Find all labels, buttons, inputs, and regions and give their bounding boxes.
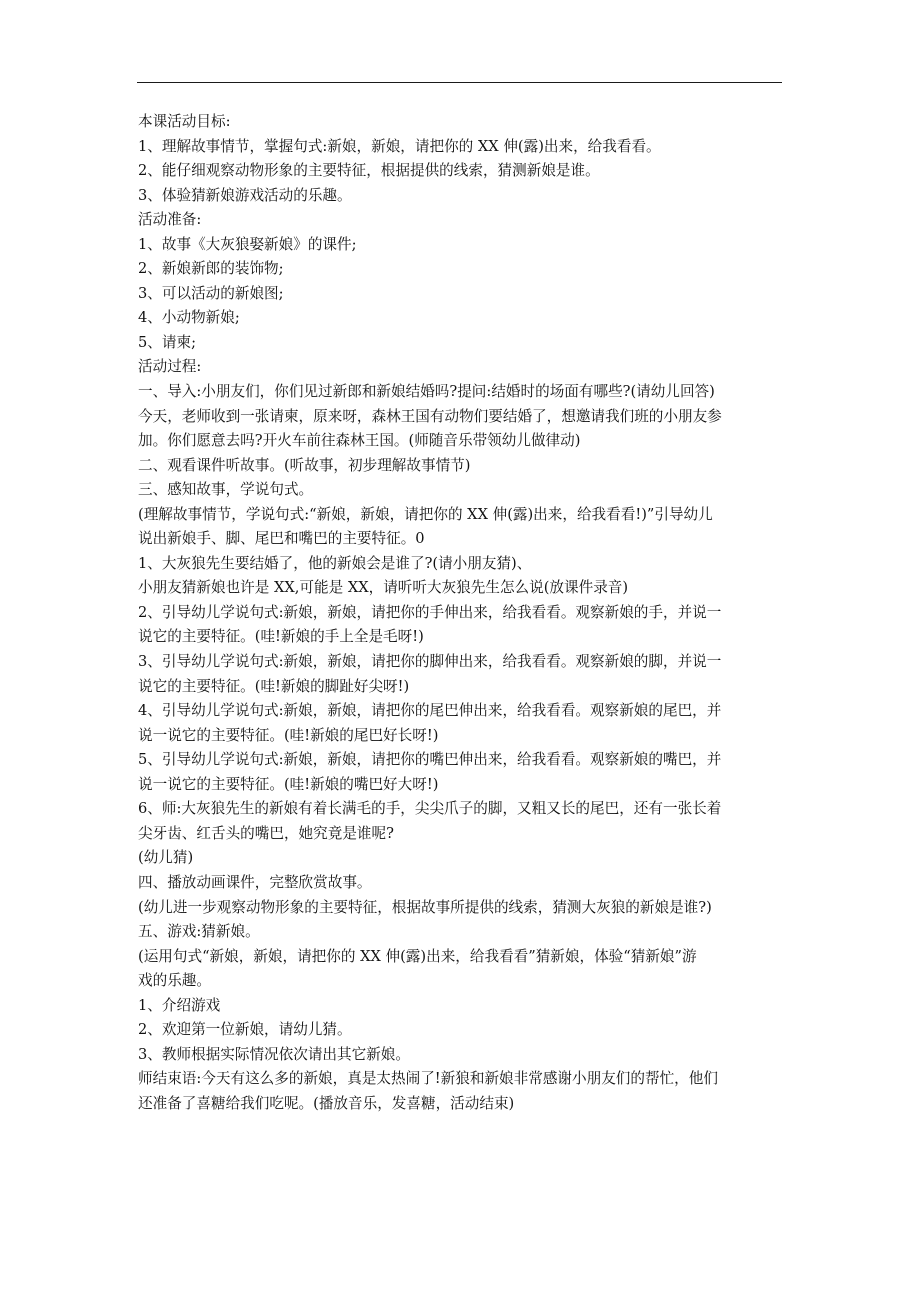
text-line: 1、故事《大灰狼娶新娘》的课件; [138, 235, 357, 253]
text-line: 说一说它的主要特征。(哇!新娘的尾巴好长呀!) [138, 726, 439, 744]
text-line: 2、新娘新郎的装饰物; [138, 260, 284, 278]
text-line: 一、导入:小朋友们，你们见过新郎和新娘结婚吗?提问:结婚时的场面有哪些?(请幼儿回答) [138, 383, 715, 401]
text-line: 小朋友猜新娘也许是 XX,可能是 XX，请听听大灰狼先生怎么说(放课件录音) [138, 579, 629, 597]
text-line: 四、播放动画课件，完整欣赏故事。 [138, 873, 372, 891]
text-line: 活动准备: [138, 211, 202, 229]
text-line: 尖牙齿、红舌头的嘴巴，她究竟是谁呢? [138, 824, 394, 842]
text-line: 1、理解故事情节，掌握句式:新娘，新娘，请把你的 XX 伸(露)出来，给我看看。 [138, 137, 661, 155]
text-line: 3、体验猜新娘游戏活动的乐趣。 [138, 186, 352, 204]
text-line: (幼儿猜) [138, 849, 194, 867]
text-line: 3、引导幼儿学说句式:新娘，新娘，请把你的脚伸出来，给我看看。观察新娘的脚，并说一 [138, 653, 722, 671]
text-line: 1、大灰狼先生要结婚了，他的新娘会是谁了?(请小朋友猜)、 [138, 554, 532, 572]
text-line: 加。你们愿意去吗?开火车前往森林王国。(师随音乐带领幼儿做律动) [138, 432, 581, 450]
text-line: 5、引导幼儿学说句式:新娘，新娘，请把你的嘴巴伸出来，给我看看。观察新娘的嘴巴，并 [138, 751, 722, 769]
lesson-plan-body [138, 110, 788, 1116]
text-line: 5、请柬; [138, 333, 196, 351]
text-line: 活动过程: [138, 358, 202, 376]
text-line: 4、小动物新娘; [138, 309, 240, 327]
text-line: 二、观看课件听故事。(听故事，初步理解故事情节) [138, 456, 471, 474]
text-line: 2、引导幼儿学说句式:新娘，新娘，请把你的手伸出来，给我看看。观察新娘的手，并说一 [138, 603, 722, 621]
text-line: 还准备了喜糖给我们吃呢。(播放音乐，发喜糖，活动结束) [138, 1094, 515, 1112]
text-line: 6、师:大灰狼先生的新娘有着长满毛的手，尖尖爪子的脚，又粗又长的尾巴，还有一张长着 [138, 800, 722, 818]
text-line: 说出新娘手、脚、尾巴和嘴巴的主要特征。0 [138, 530, 425, 548]
text-line: 4、引导幼儿学说句式:新娘，新娘，请把你的尾巴伸出来，给我看看。观察新娘的尾巴，并 [138, 702, 722, 720]
text-line: 2、欢迎第一位新娘，请幼儿猜。 [138, 1021, 352, 1039]
text-line: 师结束语:今天有这么多的新娘，真是太热闹了!新狼和新娘非常感谢小朋友们的帮忙，他们 [138, 1070, 718, 1088]
header-rule [137, 82, 782, 83]
text-line: 3、教师根据实际情况依次请出其它新娘。 [138, 1045, 410, 1063]
text-line: 3、可以活动的新娘图; [138, 284, 284, 302]
text-line: 今天，老师收到一张请柬，原来呀，森林王国有动物们要结婚了，想邀请我们班的小朋友参 [138, 407, 722, 425]
text-line: 五、游戏:猜新娘。 [138, 923, 260, 941]
text-line: 2、能仔细观察动物形象的主要特征，根据提供的线索，猜测新娘是谁。 [138, 162, 600, 180]
text-line: (运用句式“新娘，新娘，请把你的 XX 伸(露)出来，给我看看”猜新娘，体验“猜新娘”游 [138, 947, 697, 965]
text-line: 1、介绍游戏 [138, 996, 221, 1014]
text-line: 三、感知故事，学说句式。 [138, 481, 314, 499]
text-line: 戏的乐趣。 [138, 972, 211, 990]
text-line: (幼儿进一步观察动物形象的主要特征，根据故事所提供的线索，猜测大灰狼的新娘是谁?) [138, 898, 712, 916]
text-line: 说一说它的主要特征。(哇!新娘的嘴巴好大呀!) [138, 775, 439, 793]
text-line: 说它的主要特征。(哇!新娘的脚趾好尖呀!) [138, 677, 410, 695]
text-line: 说它的主要特征。(哇!新娘的手上全是毛呀!) [138, 628, 424, 646]
text-line: 本课活动目标: [138, 113, 231, 130]
text-line: (理解故事情节，学说句式:“新娘，新娘，请把你的 XX 伸(露)出来，给我看看!)”引导幼儿 [138, 505, 713, 523]
